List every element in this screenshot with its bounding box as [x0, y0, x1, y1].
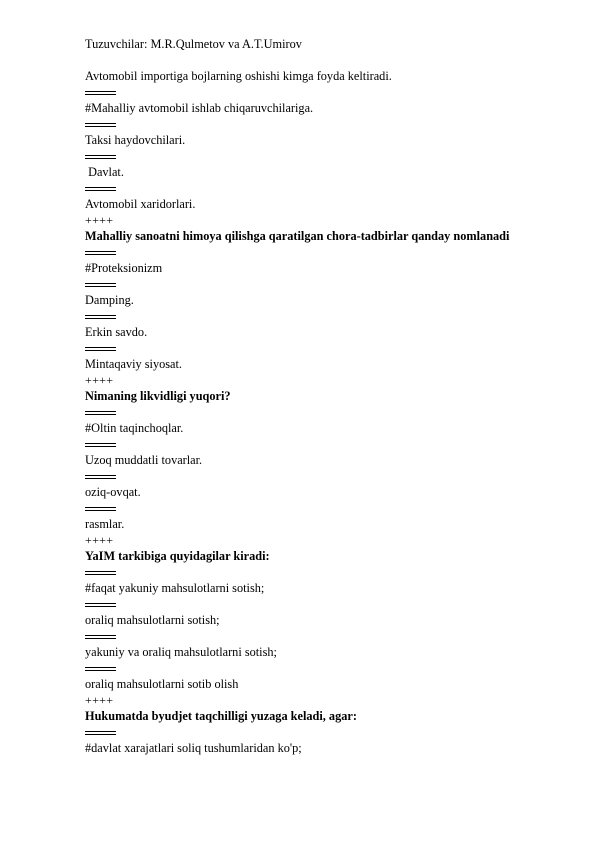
answer-option: #Oltin taqinchoqlar.	[85, 421, 184, 435]
question-block	[85, 708, 565, 756]
question-text: Mahalliy sanoatni himoya qilishga qaratilgan chora-tadbirlar qanday nomlanadi	[85, 229, 510, 243]
question-text: Hukumatda byudjet taqchilligi yuzaga keladi, agar:	[85, 709, 357, 723]
question-separator: ++++	[85, 533, 114, 547]
answer-separator	[85, 244, 565, 260]
question-text: Avtomobil importiga bojlarning oshishi kimga foyda keltiradi.	[85, 69, 392, 83]
answer-separator	[85, 660, 565, 676]
answer-option: rasmlar.	[85, 517, 125, 531]
answer-separator	[85, 308, 565, 324]
answer-option: #davlat xarajatlari soliq tushumlaridan ko'p;	[85, 741, 302, 755]
question-block	[85, 388, 565, 532]
answer-option: Damping.	[85, 293, 134, 307]
answer-option: Taksi haydovchilari.	[85, 133, 186, 147]
question-separator: ++++	[85, 213, 114, 227]
answer-separator	[85, 436, 565, 452]
answer-option: #Mahalliy avtomobil ishlab chiqaruvchilariga.	[85, 101, 314, 115]
answer-option: oraliq mahsulotlarni sotib olish	[85, 677, 239, 691]
answer-option: #Proteksionizm	[85, 261, 163, 275]
answer-option: Davlat.	[85, 165, 124, 179]
question-text: Nimaning likvidligi yuqori?	[85, 389, 231, 403]
document-page	[85, 36, 565, 756]
answer-separator	[85, 500, 565, 516]
answer-separator	[85, 468, 565, 484]
answer-option: yakuniy va oraliq mahsulotlarni sotish;	[85, 645, 277, 659]
question-separator: ++++	[85, 693, 114, 707]
answer-option: Erkin savdo.	[85, 325, 148, 339]
answer-option: oraliq mahsulotlarni sotish;	[85, 613, 220, 627]
answer-separator	[85, 84, 565, 100]
answer-separator	[85, 148, 565, 164]
answer-separator	[85, 724, 565, 740]
answer-separator	[85, 276, 565, 292]
answer-option: Uzoq muddatli tovarlar.	[85, 453, 203, 467]
answer-separator	[85, 116, 565, 132]
question-block	[85, 548, 565, 692]
question-text: YaIM tarkibiga quyidagilar kiradi:	[85, 549, 270, 563]
answer-separator	[85, 404, 565, 420]
answer-separator	[85, 564, 565, 580]
answer-option: #faqat yakuniy mahsulotlarni sotish;	[85, 581, 265, 595]
answer-option: Mintaqaviy siyosat.	[85, 357, 183, 371]
answer-separator	[85, 628, 565, 644]
answer-option: Avtomobil xaridorlari.	[85, 197, 196, 211]
author-line: Tuzuvchilar: M.R.Qulmetov va A.T.Umirov	[85, 37, 302, 51]
answer-option: oziq-ovqat.	[85, 485, 141, 499]
answer-separator	[85, 180, 565, 196]
answer-separator	[85, 596, 565, 612]
question-block	[85, 228, 565, 372]
question-separator: ++++	[85, 373, 114, 387]
answer-separator	[85, 340, 565, 356]
question-block	[85, 68, 565, 212]
